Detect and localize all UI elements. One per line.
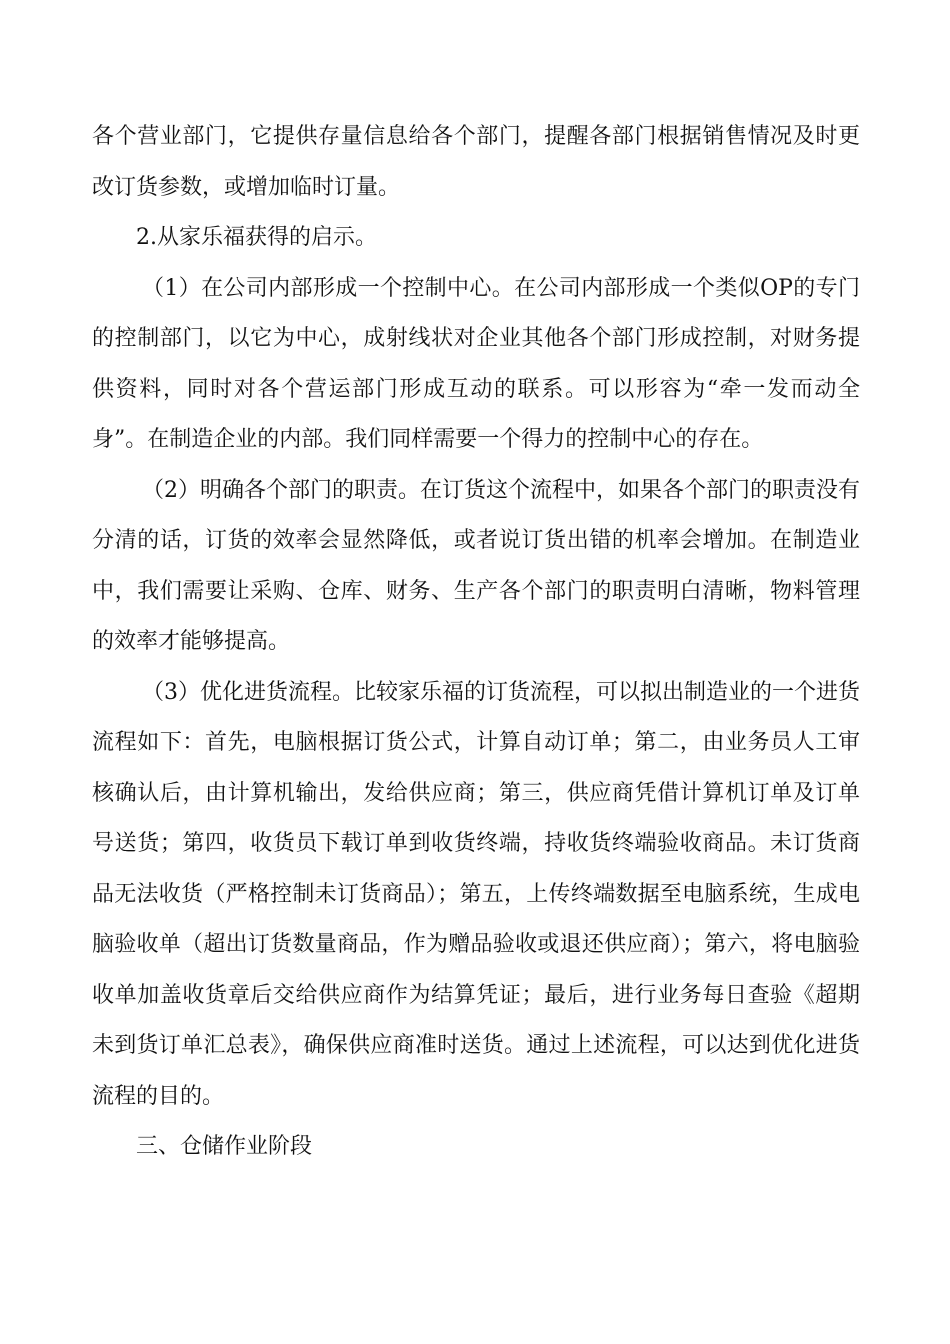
section-heading-inspiration: 2.从家乐福获得的启示。 <box>136 225 377 250</box>
document-page <box>92 112 860 1173</box>
section-heading-warehouse: 三、仓储作业阶段 <box>136 1134 313 1159</box>
paragraph-optimize-process: （3）优化进货流程。比较家乐福的订货流程，可以拟出制造业的一个进货流程如下：首先，电脑根据订货公式，计算自动订单；第二，由业务员人工审核确认后，由计算机输出，发给供应商；第三，供应商凭借计算机订单及订单号送货；第四，收货员下载订单到收货终端，持收货终端验收商品。未订货商品无法收货（严格控制未订货商品）；第五，上传终端数据至电脑系统，生成电脑验收单（超出订货数量商品，作为赠品验收或退还供应商）；第六，将电脑验收单加盖收货章后交给供应商作为结算凭证；最后，进行业务每日查验《超期未到货订单汇总表》，确保供应商准时送货。通过上述流程，可以达到优化进货流程的目的。 <box>92 679 860 1109</box>
paragraph-control-center: （1）在公司内部形成一个控制中心。在公司内部形成一个类似OP的专门的控制部门，以它为中心，成射线状对企业其他各个部门形成控制，对财务提供资料，同时对各个营运部门形成互动的联系。可以形容为“牵一发而动全身”。在制造企业的内部。我们同样需要一个得力的控制中心的存在。 <box>92 275 860 452</box>
paragraph-continuation: 各个营业部门，它提供存量信息给各个部门，提醒各部门根据销售情况及时更改订货参数，或增加临时订量。 <box>92 124 860 200</box>
paragraph-responsibilities: （2）明确各个部门的职责。在订货这个流程中，如果各个部门的职责没有分清的话，订货的效率会显然降低，或者说订货出错的机率会增加。在制造业中，我们需要让采购、仓库、财务、生产各个部门的职责明白清晰，物料管理的效率才能够提高。 <box>92 477 860 654</box>
